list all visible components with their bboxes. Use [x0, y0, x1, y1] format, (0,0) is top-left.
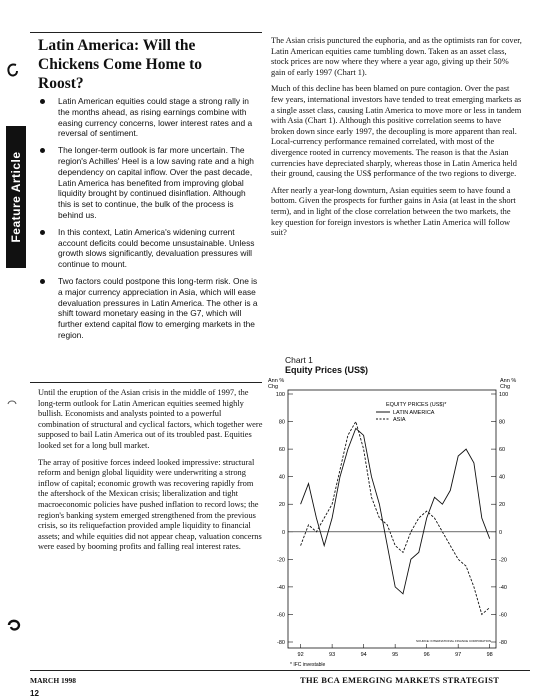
y-tick-label: -60: [277, 612, 285, 619]
footer-publication: THE BCA EMERGING MARKETS STRATEGIST: [300, 675, 500, 685]
margin-swirl-icon: [6, 62, 20, 83]
x-tick-label: 93: [329, 652, 336, 658]
page-number: 12: [30, 689, 39, 698]
y-tick-label: 80: [499, 419, 506, 426]
x-tick-label: 95: [392, 652, 399, 658]
left-axis-unit: Chg: [268, 384, 279, 390]
y-tick-label: 60: [278, 447, 285, 454]
y-tick-label: -60: [499, 612, 507, 619]
chart-source-note: SOURCE: INTERNATIONAL FINANCE CORPORATION: [416, 639, 492, 643]
chart-heading: [285, 355, 368, 375]
bullet-item: In this context, Latin America's widening current account deficits could become unsustainable. Unless growth slows significantly, devaluation pressures will continue to mount.: [38, 227, 260, 270]
right-column-body: [271, 36, 523, 245]
paragraph: The Asian crisis punctured the euphoria, and as the optimists ran for cover, Latin American equities came tumbling down. Taken as an asset class, stock prices are now where they where a year ago, giving up their 50% gain of early 1997 (Chart 1).: [271, 36, 522, 77]
bullet-item: Latin American equities could stage a strong rally in the months ahead, as rising earnings combine with easing currency concerns, lower interest rates and a reversal of sentiment.: [38, 96, 260, 139]
footer-rule: [30, 670, 530, 671]
y-tick-label: -80: [277, 640, 285, 646]
plot-frame: [288, 390, 496, 648]
paragraph: Much of this decline has been blamed on pure contagion. Over the past few years, international investors have tended to treat emerging markets as a single asset class, causing Latin America to move more or less in tandem with Asia (Chart 1). Although this positive correlation seems to have broken down since early 1997, the decoupling is more apparent than real. Local-currency performance remained correlated, with most of the divergence rooted in currency movements. The reason is that the Asian currencies have depreciated sharply, whereas those in Latin America held their ground, causing the US$ performance of the two regions to diverge.: [271, 84, 522, 179]
chart-title: Equity Prices (US$): [285, 365, 369, 375]
y-tick-label: -20: [499, 557, 507, 564]
y-tick-label: 20: [499, 502, 506, 509]
x-tick-label: 97: [455, 652, 462, 658]
x-tick-label: 96: [423, 652, 430, 658]
section-rule: [30, 382, 262, 383]
chart-label: Chart 1: [285, 355, 313, 365]
legend-heading: EQUITY PRICES (US$)*: [386, 402, 447, 408]
paragraph: The array of positive forces indeed looked impressive: structural reform and benign global liquidity were underwriting a strong inflow of capital; economic growth was recovering rapidly from the aftershock of the Mexican crisis; liberalization and tight macroeconomic policies have pushed inflation to record lows; the region's banking system emerged strengthened from the previous crisis, so its reliquefaction provided ample liquidity to financial assets; and while equities did not appear cheap, valuation concerns were eased by booming profits and falling real interest rates.: [38, 457, 262, 552]
bullet-item: The longer-term outlook is far more uncertain. The region's Achilles' Heel is a low saving rate and a high dependency on capital inflow. Over the past decade, Latin America has benefited from improving global liquidity brought by continued disinflation. Although this is set to continue, the bulk of the process is behind us.: [38, 145, 260, 221]
article-headline: Latin America: Will the Chickens Come Home to Roost?: [38, 37, 203, 92]
legend-label-asia: ASIA: [393, 417, 406, 423]
margin-swirl-icon: [6, 618, 22, 637]
section-tab: [6, 126, 26, 268]
y-tick-label: 80: [278, 419, 285, 426]
paragraph: Until the eruption of the Asian crisis in the middle of 1997, the long-term outlook for Latin American equities seemed highly bullish. Economists and analysts pointed to a powerful combination of structural and cyclical factors, which together were supposed to bail Latin America out of its troubled past. Equities looked set for a long bull market.: [38, 388, 263, 450]
y-tick-label: 0: [499, 529, 503, 536]
y-tick-label: 60: [499, 447, 506, 454]
footer-date: MARCH 1998: [30, 676, 77, 685]
equity-prices-chart: [266, 376, 526, 668]
chart-footnote: * IFC investable: [290, 662, 326, 668]
x-tick-label: 98: [486, 652, 493, 658]
legend-label-latin-america: LATIN AMERICA: [393, 410, 435, 416]
y-tick-label: 100: [499, 392, 509, 398]
right-axis-unit: Ann %: [500, 378, 517, 384]
series-line-latin-america: [301, 428, 490, 593]
paragraph: After nearly a year-long downturn, Asian equities seem to have found a bottom. Given the prospects for further gains in Asia (at least in the short term), and in light of the close correlation between the two markets, the key question for foreign investors is whether Latin America will follow suit?: [271, 185, 516, 238]
y-tick-label: -40: [277, 584, 285, 591]
y-tick-label: -20: [277, 557, 285, 564]
x-tick-label: 92: [297, 652, 304, 658]
bullet-item: Two factors could postpone this long-term risk. One is a major currency appreciation in Asia, which will ease devaluation pressures in Latin America. The other is a shift toward monetary easing in the G7, which will further extend capital flow to emerging markets in the region.: [38, 276, 260, 341]
y-tick-label: -80: [499, 640, 507, 646]
summary-bullets: [38, 96, 260, 347]
y-tick-label: 0: [281, 529, 285, 536]
right-axis-unit: Chg: [500, 384, 511, 390]
margin-mark-icon: [6, 398, 18, 415]
y-tick-label: 20: [278, 502, 285, 509]
y-tick-label: 40: [499, 474, 506, 481]
left-column-body: [38, 388, 263, 559]
x-tick-label: 94: [360, 652, 367, 658]
y-tick-label: 40: [278, 474, 285, 481]
chart-legend: [376, 402, 447, 423]
section-tab-label: Feature Article: [9, 151, 23, 243]
y-tick-label: -40: [499, 584, 507, 591]
y-tick-label: 100: [275, 392, 285, 398]
left-axis-unit: Ann %: [268, 378, 285, 384]
top-rule: [30, 32, 262, 33]
